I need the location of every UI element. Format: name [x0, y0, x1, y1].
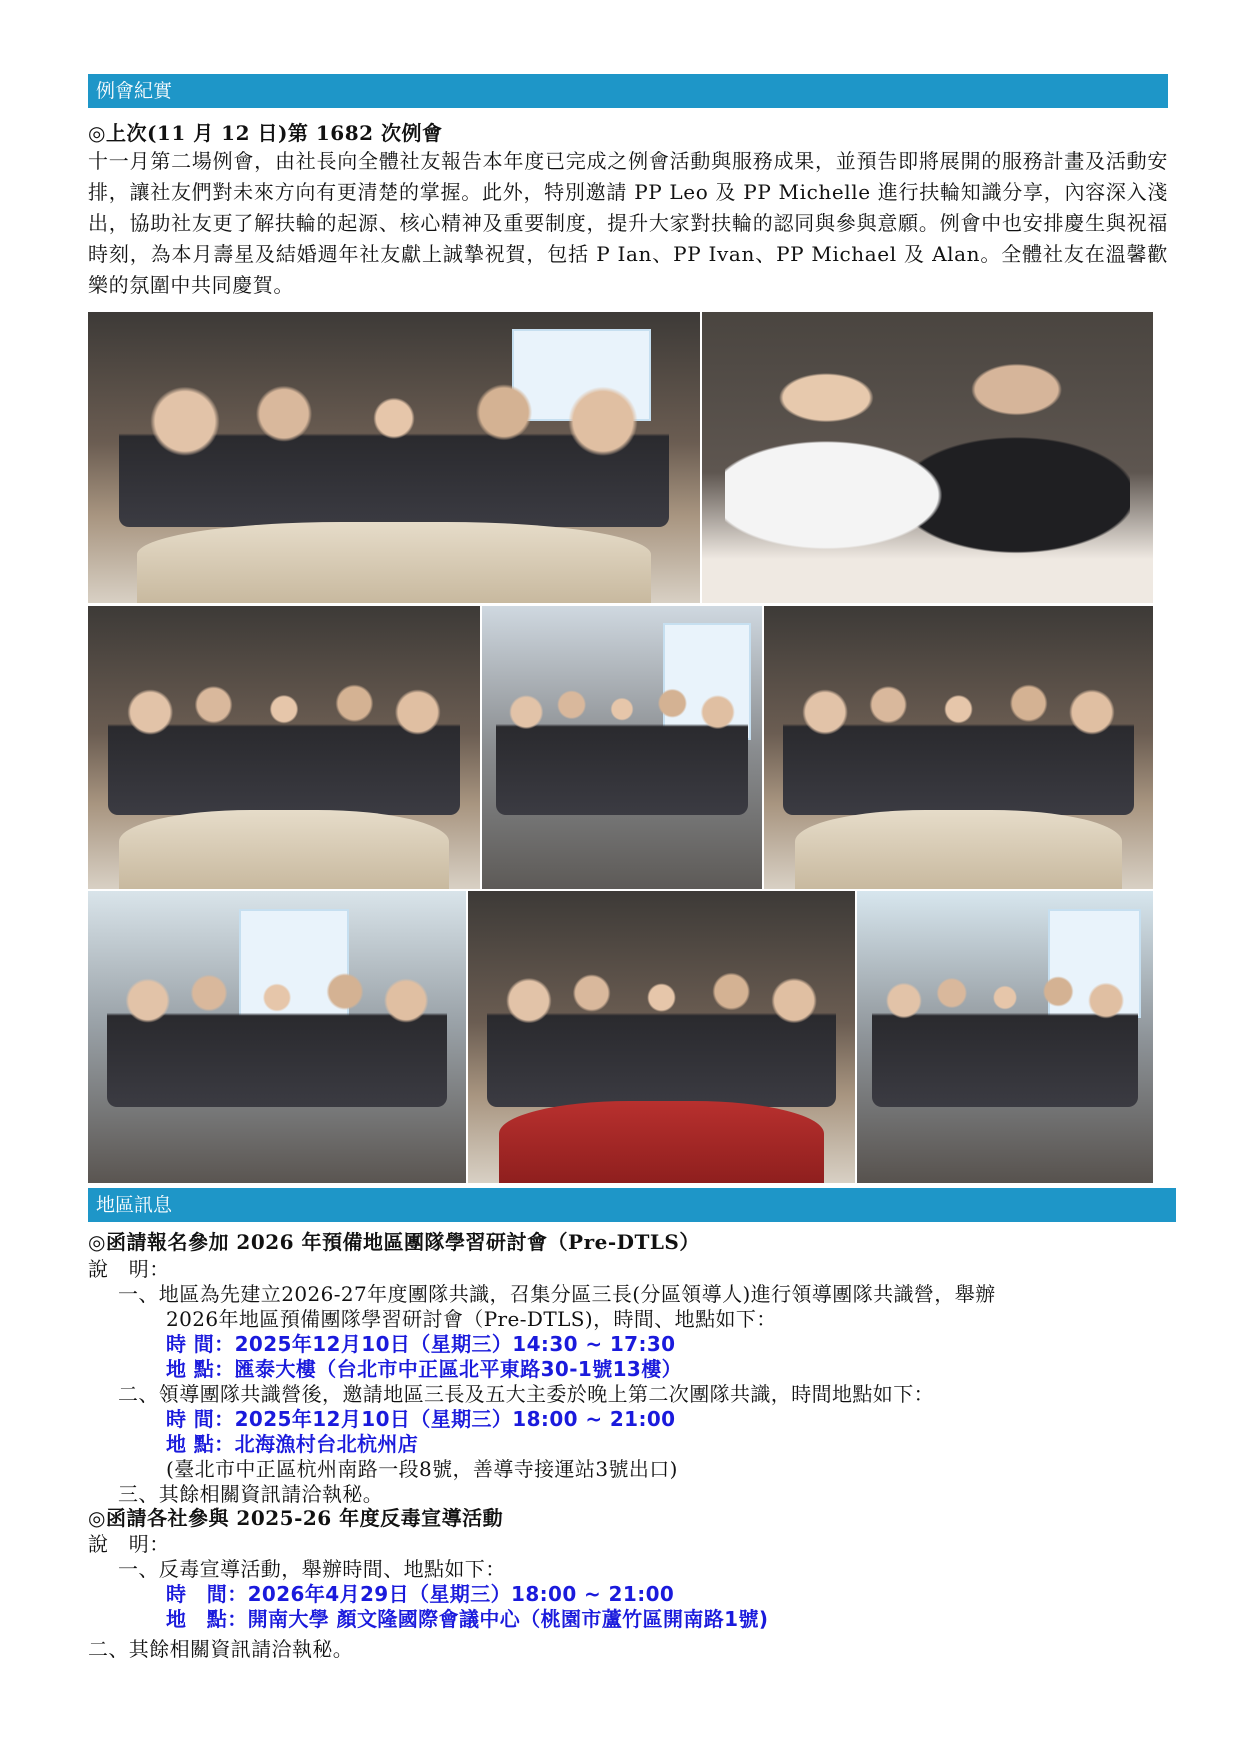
gift-photo-1: [482, 606, 762, 889]
place2-note: (臺北市中正區杭州南路一段8號，善導寺接運站3號出口): [166, 1457, 678, 1481]
point1-line2: 2026年地區預備團隊學習研討會（Pre-DTLS)，時間、地點如下：: [166, 1307, 777, 1331]
people-shape: [872, 955, 1138, 1107]
point3: 三、其餘相關資訊請洽執秘。: [118, 1482, 384, 1506]
district-item1-heading: ◎函請報名參加 2026 年預備地區團隊學習研討會（Pre-DTLS）: [88, 1230, 700, 1254]
time: 時 間：2026年4月29日（星期三）18:00 ~ 21:00: [166, 1582, 675, 1606]
table-photo-1: [88, 606, 480, 889]
desc-label: 說 明：: [88, 1257, 170, 1281]
people-shape: [487, 955, 835, 1107]
people-shape: [725, 353, 1131, 557]
point1-line1: 一、地區為先建立2026-27年度團隊共識，召集分區三長(分區領導人)進行領導團隊共識營，舉辦: [118, 1282, 996, 1306]
duo-photo: [702, 312, 1153, 603]
section-title: 例會紀實: [96, 80, 173, 102]
table-shape: [119, 810, 448, 889]
time2: 時 間：2025年12月10日（星期三）18:00 ~ 21:00: [166, 1407, 676, 1431]
section-header-meeting-record: [88, 74, 1168, 108]
people-shape: [783, 668, 1133, 815]
group-photo: [88, 312, 700, 603]
place1: 地 點：匯泰大樓（台北市中正區北平東路30-1號13樓）: [166, 1357, 683, 1381]
section-header-district-news: [88, 1188, 1176, 1222]
table-shape: [137, 522, 651, 603]
gift-photo-2: [88, 891, 466, 1183]
chairs-shape: [499, 1101, 824, 1183]
people-shape: [496, 668, 748, 815]
point2: 二、領導團隊共識營後，邀請地區三長及五大主委於晚上第二次團隊共識，時間地點如下：: [118, 1382, 934, 1406]
place: 地 點：開南大學 顏文隆國際會議中心（桃園市蘆竹區開南路1號): [166, 1607, 769, 1631]
people-shape: [107, 955, 447, 1107]
people-shape: [108, 668, 461, 815]
district-item2-heading: ◎函請各社參與 2025-26 年度反毒宣導活動: [88, 1506, 504, 1530]
gift-photo-3: [857, 891, 1153, 1183]
meeting-heading: ◎上次(11 月 12 日)第 1682 次例會: [88, 121, 443, 145]
point2: 二、其餘相關資訊請洽執秘。: [88, 1637, 354, 1661]
desc-label: 說 明：: [88, 1532, 170, 1556]
time1: 時 間：2025年12月10日（星期三）14:30 ~ 17:30: [166, 1332, 676, 1356]
meeting-description: 十一月第二場例會，由社長向全體社友報告本年度已完成之例會活動與服務成果，並預告即將展開的服務計畫及活動安排，讓社友們對未來方向有更清楚的掌握。此外，特別邀請 PP Leo 及 PP Michelle 進行扶輪知識分享，內容深入淺出，協助社友更了解扶輪的起源、核心精神及重要制度，提升大家對扶輪的認同與參與意願。例會中也安排慶生與祝福時刻，為本月壽星及結婚週年社友獻上誠摯祝賀，包括 P Ian、PP Ivan、PP Michael 及 Alan。全體社友在溫馨歡樂的氛圍中共同慶賀。: [88, 149, 1168, 297]
table-photo-2: [764, 606, 1153, 889]
speech-photo: [468, 891, 855, 1183]
point1: 一、反毒宣導活動，舉辦時間、地點如下：: [118, 1557, 506, 1581]
table-shape: [795, 810, 1122, 889]
place2: 地 點：北海漁村台北杭州店: [166, 1432, 419, 1456]
people-shape: [119, 376, 670, 527]
section-title: 地區訊息: [96, 1194, 173, 1216]
